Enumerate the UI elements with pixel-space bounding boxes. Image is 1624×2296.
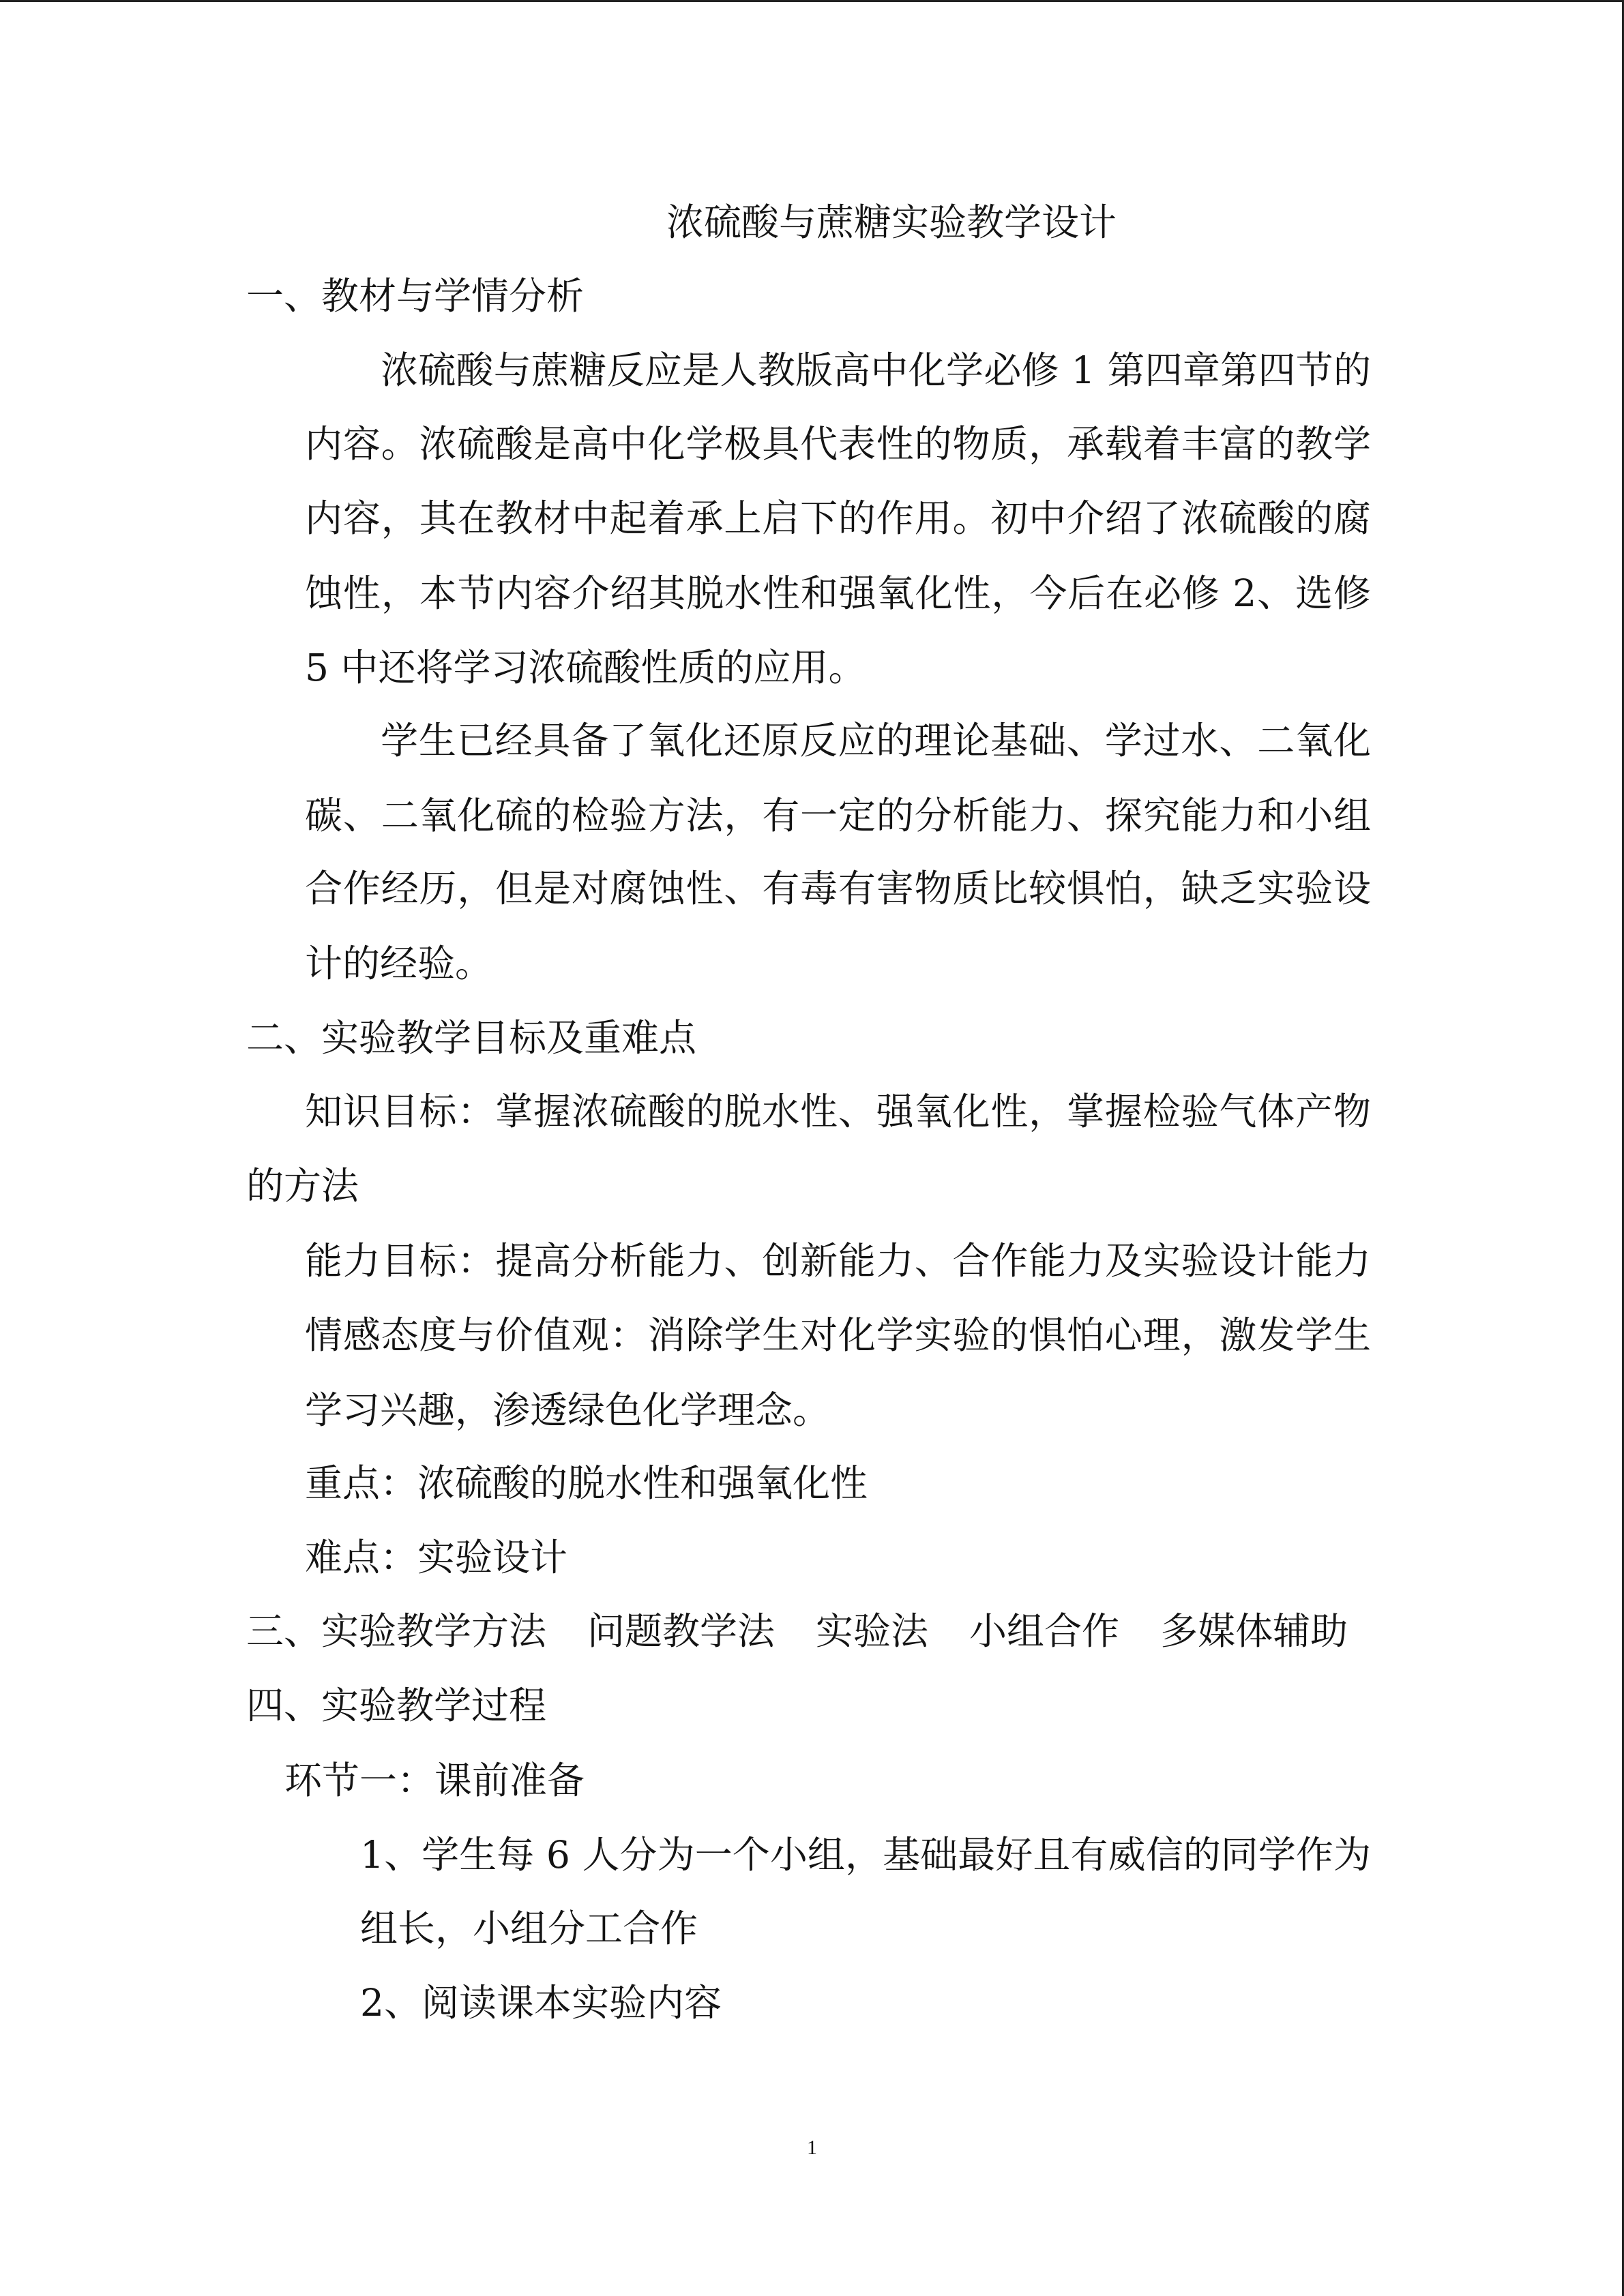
ability-goal: 能力目标：提高分析能力、创新能力、合作能力及实验设计能力 — [305, 1239, 1371, 1283]
difficulty-point: 难点：实验设计 — [305, 1536, 568, 1579]
section-heading: 二、实验教学目标及重难点 — [246, 1016, 697, 1060]
paragraph-line: 5 中还将学习浓硫酸性质的应用。 — [305, 646, 866, 689]
scan-border-top — [0, 0, 1624, 2]
paragraph-line: 内容，其在教材中起着承上启下的作用。初中介绍了浓硫酸的腐 — [305, 496, 1371, 540]
section-teaching-methods — [246, 1604, 1348, 1658]
list-item-line: 1、学生每 6 人分为一个小组，基础最好且有威信的同学作为 — [360, 1833, 1371, 1877]
page-number: 1 — [807, 2136, 817, 2159]
knowledge-goal-line: 知识目标：掌握浓硫酸的脱水性、强氧化性，掌握检验气体产物 — [305, 1090, 1371, 1133]
list-item-line: 2、阅读课本实验内容 — [360, 1981, 722, 2025]
paragraph-line: 合作经历，但是对腐蚀性、有毒有害物质比较惧怕，缺乏实验设 — [305, 867, 1371, 910]
key-point: 重点：浓硫酸的脱水性和强氧化性 — [305, 1461, 868, 1505]
method-item: 多媒体辅助 — [1160, 1609, 1348, 1653]
list-item-line: 组长，小组分工合作 — [360, 1907, 698, 1950]
paragraph-line: 内容。浓硫酸是高中化学极具代表性的物质，承载着丰富的教学 — [305, 422, 1371, 466]
paragraph-line: 碳、二氧化硫的检验方法，有一定的分析能力、探究能力和小组 — [305, 794, 1371, 837]
paragraph-line: 蚀性，本节内容介绍其脱水性和强氧化性，今后在必修 2、选修 — [305, 571, 1371, 615]
method-item: 小组合作 — [969, 1609, 1120, 1653]
method-item: 问题教学法 — [587, 1609, 776, 1653]
method-item: 实验法 — [816, 1609, 929, 1653]
section-heading: 三、实验教学方法 — [246, 1609, 547, 1653]
section-heading: 四、实验教学过程 — [246, 1684, 547, 1727]
affective-goal-line: 情感态度与价值观：消除学生对化学实验的惧怕心理，激发学生 — [305, 1313, 1371, 1357]
section-heading: 一、教材与学情分析 — [246, 274, 585, 318]
paragraph-line: 学生已经具备了氧化还原反应的理论基础、学过水、二氧化 — [381, 719, 1371, 762]
knowledge-goal-line: 的方法 — [246, 1164, 359, 1208]
paragraph-line: 计的经验。 — [305, 942, 493, 985]
paragraph-line: 浓硫酸与蔗糖反应是人教版高中化学必修 1 第四章第四节的 — [381, 348, 1371, 392]
document-title: 浓硫酸与蔗糖实验教学设计 — [666, 200, 1117, 244]
affective-goal-line: 学习兴趣，渗透绿色化学理念。 — [305, 1388, 831, 1432]
stage-heading: 环节一：课前准备 — [284, 1759, 585, 1802]
